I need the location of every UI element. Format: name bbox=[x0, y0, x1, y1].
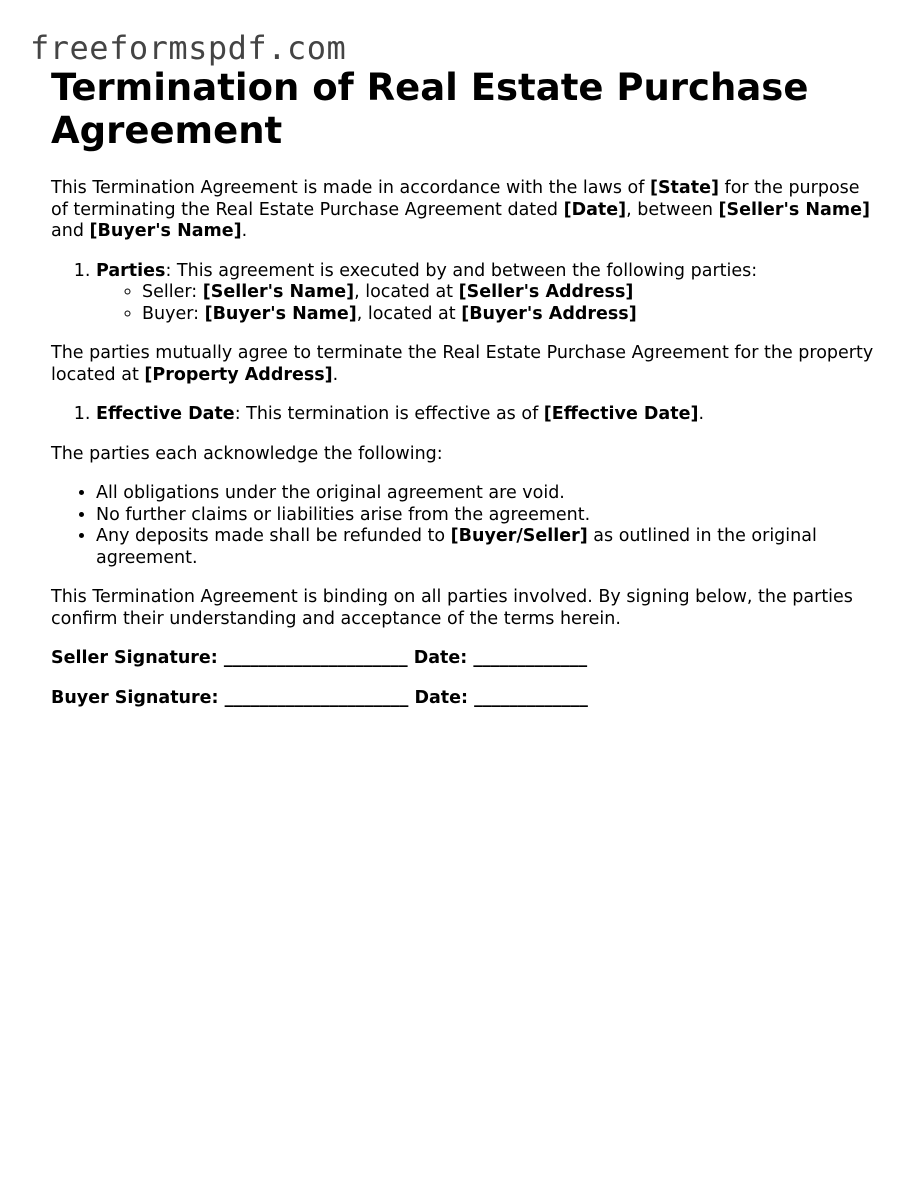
intro-text-1: This Termination Agreement is made in accordance with the laws of bbox=[51, 178, 650, 198]
buyer-name-placeholder: [Buyer's Name] bbox=[89, 221, 242, 241]
ack3-pre: Any deposits made shall be refunded to bbox=[96, 526, 451, 546]
intro-text-3: , between bbox=[626, 199, 719, 220]
parties-item bbox=[96, 261, 881, 326]
buyer-party-name: [Buyer's Name] bbox=[204, 303, 357, 324]
effective-end: . bbox=[698, 404, 705, 424]
seller-prefix: Seller: bbox=[142, 282, 203, 302]
buyer-date-label: Date: bbox=[408, 687, 475, 708]
seller-party-address: [Seller's Address] bbox=[458, 282, 634, 302]
seller-date-blank[interactable]: _____________ bbox=[473, 648, 588, 668]
watermark: freeformspdf.com bbox=[30, 29, 347, 67]
intro-text-2: for the purpose of terminating the Real Estate Purchase Agreement dated bbox=[51, 178, 860, 220]
seller-signature-blank[interactable]: _____________________ bbox=[223, 648, 408, 668]
seller-date-label: Date: bbox=[407, 648, 474, 668]
parties-sublist bbox=[96, 282, 881, 325]
intro-text-5: . bbox=[241, 221, 248, 241]
buyer-located: , located at bbox=[356, 303, 462, 324]
seller-located: , located at bbox=[354, 282, 459, 302]
buyer-signature-line bbox=[51, 688, 881, 710]
acknowledge-paragraph: The parties each acknowledge the following: bbox=[51, 443, 443, 464]
seller-party-item bbox=[142, 282, 881, 304]
date-placeholder: [Date] bbox=[563, 199, 627, 220]
document-body bbox=[51, 66, 881, 727]
buyer-prefix: Buyer: bbox=[142, 303, 205, 324]
buyer-party-address: [Buyer's Address] bbox=[461, 303, 637, 324]
buyer-date-blank[interactable]: _____________ bbox=[474, 687, 588, 708]
seller-signature-label: Seller Signature: bbox=[51, 648, 224, 668]
mutual-text-2: . bbox=[332, 364, 339, 385]
seller-party-name: [Seller's Name] bbox=[202, 282, 355, 302]
seller-name-placeholder: [Seller's Name] bbox=[718, 199, 870, 220]
effective-date-placeholder: [Effective Date] bbox=[543, 404, 699, 424]
ack3-post: as outlined in the original agreement. bbox=[96, 526, 817, 568]
buyer-party-item bbox=[142, 304, 881, 326]
document-title: Termination of Real Estate Purchase Agreement bbox=[51, 66, 809, 152]
state-placeholder: [State] bbox=[649, 178, 719, 198]
acknowledgement-item-2: • No further claims or liabilities arise from the agreement. bbox=[96, 505, 881, 527]
effective-text: : This termination is effective as of bbox=[234, 404, 544, 424]
parties-text: : This agreement is executed by and between the following parties: bbox=[165, 260, 758, 281]
property-address-placeholder: [Property Address] bbox=[144, 364, 333, 385]
effective-label: Effective Date bbox=[96, 404, 235, 424]
parties-label: Parties bbox=[96, 260, 166, 281]
parties-list bbox=[51, 261, 881, 326]
intro-paragraph bbox=[51, 178, 881, 243]
refund-party-placeholder: [Buyer/Seller] bbox=[450, 526, 588, 546]
intro-text-4: and bbox=[51, 221, 90, 241]
seller-signature-line bbox=[51, 648, 881, 670]
binding-paragraph: This Termination Agreement is binding on all parties involved. By signing below, the parties confirm their understanding and acceptance of the terms herein. bbox=[51, 587, 853, 629]
effective-item bbox=[96, 404, 881, 426]
buyer-signature-blank[interactable]: _____________________ bbox=[224, 687, 409, 708]
acknowledgement-item-1: • All obligations under the original agreement are void. bbox=[96, 483, 881, 505]
acknowledgement-list bbox=[51, 483, 881, 569]
mutual-paragraph bbox=[51, 343, 881, 386]
effective-list bbox=[51, 404, 881, 426]
acknowledgement-item-3 bbox=[96, 526, 881, 569]
mutual-text-1: The parties mutually agree to terminate the Real Estate Purchase Agreement for the property located at bbox=[51, 343, 874, 385]
buyer-signature-label: Buyer Signature: bbox=[51, 687, 225, 708]
